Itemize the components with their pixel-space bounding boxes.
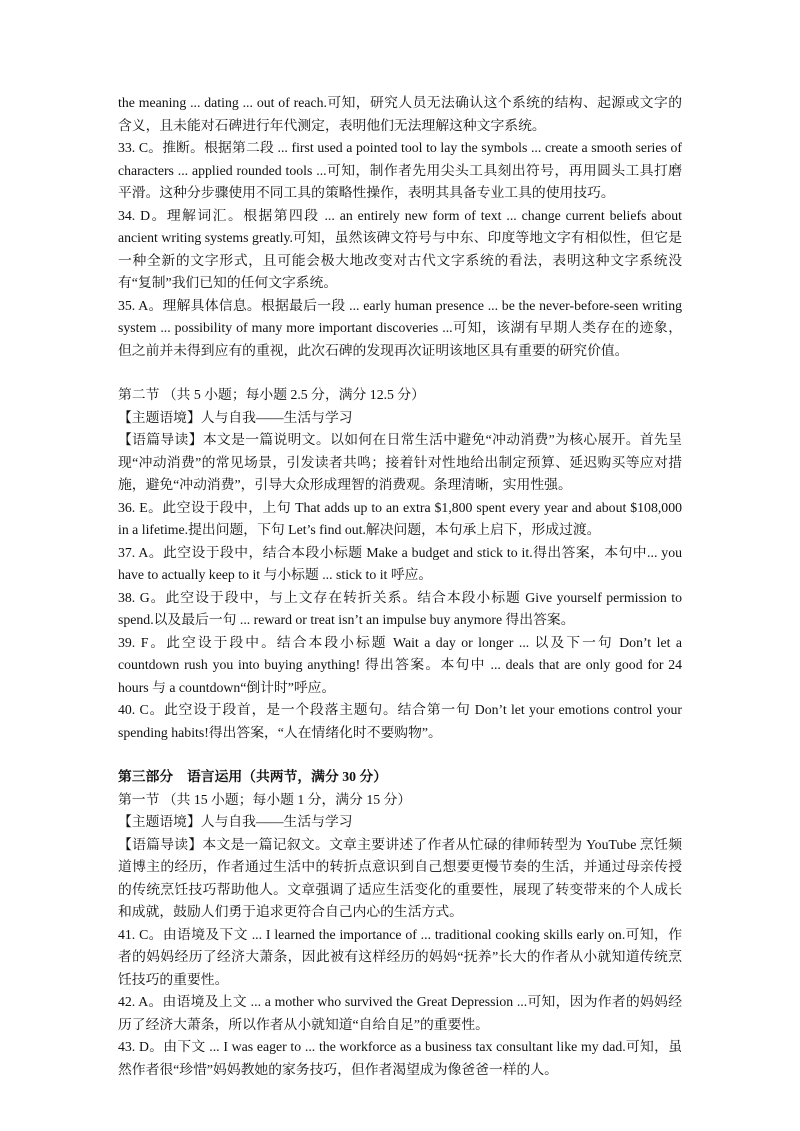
part3-guide: 【语篇导读】本文是一篇记叙文。文章主要讲述了作者从忙碌的律师转型为 YouTube 烹饪频道博主的经历，作者通过生活中的转折点意识到自己想要更慢节奏的生活，并通过母亲传授的传统烹饪技巧帮助他人。文章强调了适应生活变化的重要性，展现了转变带来的个人成长和成就，鼓励人们勇于追求更符合自己内心的生活方式。 [118,836,682,919]
section1-paragraph-32: the meaning ... dating ... out of reach.可知，研究人员无法确认这个系统的结构、起源或文字的含义，且未能对石碑进行年代测定，表明他们无法理解这种文字系统。 [118,95,682,133]
section2-theme: 【主题语境】人与自我——生活与学习 [118,409,353,425]
answer-39: 39. F。此空设于段中。结合本段小标题 Wait a day or longer ... 以及下一句 Don’t let a countdown rush you into buying anything! 得出答案。本句中 ... deals that are only good for 24 hours 与 a countdown“倒计时”呼应。 [118,634,682,695]
section2-heading: 第二节 （共 5 小题；每小题 2.5 分，满分 12.5 分） [118,387,425,402]
answer-37: 37. A。此空设于段中，结合本段小标题 Make a budget and stick to it.得出答案，本句中... you have to actually keep to it 与小标题 ... stick to it 呼应。 [118,544,682,582]
part3-heading: 第三部分 语言运用（共两节，满分 30 分） [118,769,388,784]
answer-42: 42. A。由语境及上文 ... a mother who survived the Great Depression ...可知，因为作者的妈妈经历了经济大萧条，所以作者从小就知道“自给自足”的重要性。 [118,994,682,1032]
section2-guide: 【语篇导读】本文是一篇说明文。以如何在日常生活中避免“冲动消费”为核心展开。首先呈现“冲动消费”的常见场景，引发读者共鸣；接着针对性地给出制定预算、延迟购买等应对措施，避免“冲动消费”，引导大众形成理智的消费观。条理清晰，实用性强。 [118,432,682,492]
answer-33: 33. C。推断。根据第二段 ... first used a pointed tool to lay the symbols ... create a smooth series of characters ... applied rounded tools ...可知，制作者先用尖头工具刻出符号，再用圆头工具打磨平滑。这种分步骤使用不同工具的策略性操作，表明其具备专业工具的使用技巧。 [118,140,682,200]
spacer [118,744,682,766]
answer-43: 43. D。由下文 ... I was eager to ... the workforce as a business tax consultant like my dad.可知，虽然作者很“珍惜”妈妈教她的家务技巧，但作者渴望成为像爸爸一样的人。 [118,1039,682,1077]
answer-36: 36. E。此空设于段中，上句 That adds up to an extra $1,800 spent every year and about $108,000 in a lifetime.提出问题，下句 Let’s find out.解决问题，本句承上启下，形成过渡。 [118,499,682,537]
answer-41: 41. C。由语境及下文 ... I learned the importance of ... traditional cooking skills early on.可知，作者的妈妈经历了经济大萧条，因此被有这样经历的妈妈“抚养”长大的作者从小就知道传统烹饪技巧的重要性。 [118,926,682,987]
spacer [118,362,682,384]
part3-theme: 【主题语境】人与自我——生活与学习 [118,814,353,829]
part3-section-heading: 第一节 （共 15 小题；每小题 1 分，满分 15 分） [118,791,412,807]
answer-35: 35. A。理解具体信息。根据最后一段 ... early human presence ... be the never-before-seen writing system ... possibility of many more important discoveries ...可知，该湖有早期人类存在的迹象，但之前并未得到应有的重视，此次石碑的发现再次证明该地区具有重要的研究价值。 [118,297,682,358]
answer-34: 34. D。理解词汇。根据第四段 ... an entirely new form of text ... change current beliefs about ancient writing systems greatly.可知，虽然该碑文符号与中东、印度等地文字有相似性，但它是一种全新的文字形式，且可能会极大地改变对古代文字系统的看法，表明这种文字系统没有“复制”我们已知的任何文字系统。 [118,207,682,290]
answer-40: 40. C。此空设于段首，是一个段落主题句。结合第一句 Don’t let your emotions control your spending habits!得出答案，“人在情绪化时不要购物”。 [118,702,682,740]
answer-38: 38. G。此空设于段中，与上文存在转折关系。结合本段小标题 Give yourself permission to spend.以及最后一句 ... reward or treat isn’t an impulse buy anymore 得出答案。 [118,589,682,627]
